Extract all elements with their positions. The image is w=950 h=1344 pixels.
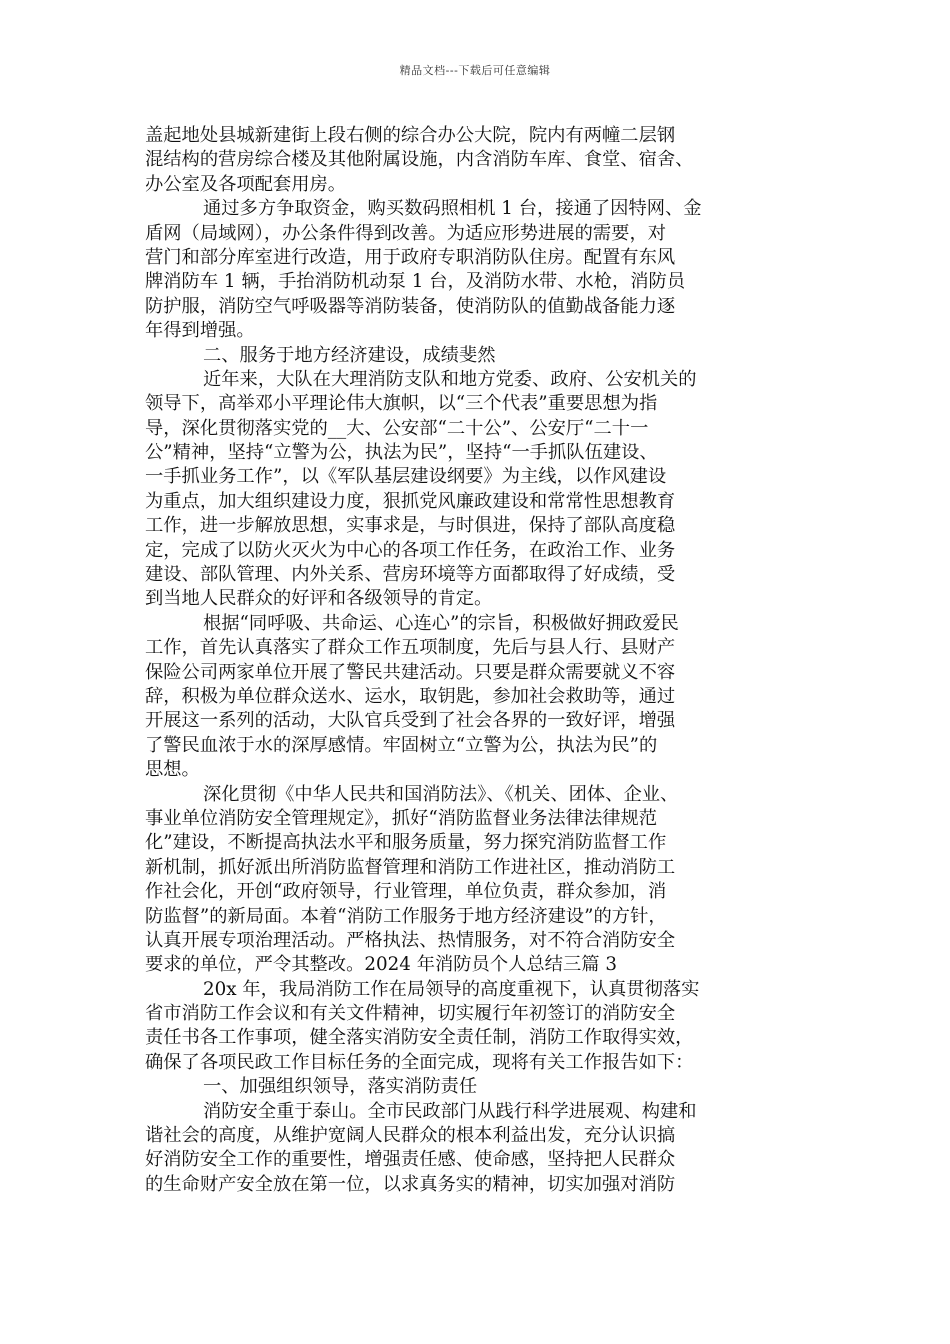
text-line: 责任书各工作事项，健全落实消防安全责任制，消防工作取得实效， <box>145 1027 694 1049</box>
text-line: 消防安全重于泰山。全市民政部门从践行科学进展观、构建和 <box>203 1100 697 1122</box>
text-line: 好消防安全工作的重要性，增强责任感、使命感，坚持把人民群众 <box>145 1149 676 1171</box>
text-line: 防监督”的新局面。本着“消防工作服务于地方经济建设”的方针， <box>145 905 667 927</box>
text-line: 根据“同呼吸、共命运、心连心”的宗旨，积极做好拥政爱民 <box>203 612 679 634</box>
text-line: 到当地人民群众的好评和各级领导的肯定。 <box>145 588 493 610</box>
text-line: 工作，首先认真落实了群众工作五项制度，先后与县人行、县财产 <box>145 637 676 659</box>
text-line: 一手抓业务工作”，以《军队基层建设纲要》为主线，以作风建设 <box>145 466 667 488</box>
text-line: 事业单位消防安全管理规定》，抓好“消防监督业务法律法律规范 <box>145 807 658 829</box>
text-line: 年得到增强。 <box>145 320 255 342</box>
text-line: 辞，积极为单位群众送水、运水，取钥匙，参加社会救助等，通过 <box>145 685 676 707</box>
text-line: 定，完成了以防火灭火为中心的各项工作任务，在政治工作、业务 <box>145 539 676 561</box>
text-line: 开展这一系列的活动，大队官兵受到了社会各界的一致好评，增强 <box>145 710 676 732</box>
text-line: 公”精神，坚持“立警为公，执法为民”，坚持“一手抓队伍建设、 <box>145 442 658 464</box>
text-line: 省市消防工作会议和有关文件精神，切实履行年初签订的消防安全 <box>145 1003 676 1025</box>
text-line: 20x 年，我局消防工作在局领导的高度重视下，认真贯彻落实 <box>203 978 700 1000</box>
text-line: 化”建设，不断提高执法水平和服务质量，努力探究消防监督工作 <box>145 832 667 854</box>
text-line: 确保了各项民政工作目标任务的全面完成，现将有关工作报告如下： <box>145 1051 694 1073</box>
text-line: 通过多方争取资金，购买数码照相机 1 台，接通了因特网、金 <box>203 198 702 220</box>
text-line: 盖起地处县城新建街上段右侧的综合办公大院，院内有两幢二层钢 <box>145 125 676 146</box>
text-line: 牌消防车 1 辆，手抬消防机动泵 1 台，及消防水带、水枪，消防员 <box>145 271 686 293</box>
text-line: 谐社会的高度，从维护宽阔人民群众的根本利益出发，充分认识搞 <box>145 1125 676 1147</box>
text-line: 导，深化贯彻落实党的__大、公安部“二十公”、公安厅“二十一 <box>145 417 649 439</box>
text-line: 的生命财产安全放在第一位，以求真务实的精神，切实加强对消防 <box>145 1173 676 1195</box>
text-line: 建设、部队管理、内外关系、营房环境等方面都取得了好成绩，受 <box>145 564 676 586</box>
text-line: 保险公司两家单位开展了警民共建活动。只要是群众需要就义不容 <box>145 661 676 683</box>
text-line: 二、服务于地方经济建设，成绩斐然 <box>203 344 496 366</box>
text-line: 工作，进一步解放思想，实事求是，与时俱进，保持了部队高度稳 <box>145 515 676 537</box>
text-line: 混结构的营房综合楼及其他附属设施，内含消防车库、食堂、宿舍、 <box>145 149 694 171</box>
text-line: 深化贯彻《中华人民共和国消防法》、《机关、团体、企业、 <box>203 783 679 805</box>
text-line: 一、加强组织领导，落实消防责任 <box>203 1076 478 1098</box>
text-line: 认真开展专项治理活动。严格执法、热情服务，对不符合消防安全 <box>145 929 676 951</box>
text-line: 办公室及各项配套用房。 <box>145 173 347 195</box>
document-body <box>145 124 815 1197</box>
text-line: 营门和部分库室进行改造，用于政府专职消防队住房。配置有东风 <box>145 246 676 268</box>
text-line: 作社会化，开创“政府领导，行业管理，单位负责，群众参加，消 <box>145 881 667 903</box>
text-line: 新机制，抓好派出所消防监督管理和消防工作进社区，推动消防工 <box>145 856 676 878</box>
text-line: 要求的单位，严令其整改。2024 年消防员个人总结三篇 3 <box>145 954 617 976</box>
page-header: 精品文档---下载后可任意编辑 <box>399 64 551 77</box>
text-line: 盾网（局域网），办公条件得到改善。为适应形势进展的需要，对 <box>145 222 667 244</box>
text-line: 防护服，消防空气呼吸器等消防装备，使消防队的值勤战备能力逐 <box>145 295 676 317</box>
text-line: 为重点，加大组织建设力度，狠抓党风廉政建设和常常性思想教育 <box>145 490 676 512</box>
text-line: 领导下，高举邓小平理论伟大旗帜，以“三个代表”重要思想为指 <box>145 393 658 415</box>
text-line: 了警民血浓于水的深厚感情。牢固树立“立警为公，执法为民”的 <box>145 734 658 756</box>
text-line: 近年来，大队在大理消防支队和地方党委、政府、公安机关的 <box>203 368 697 390</box>
text-line: 思想。 <box>145 759 200 781</box>
